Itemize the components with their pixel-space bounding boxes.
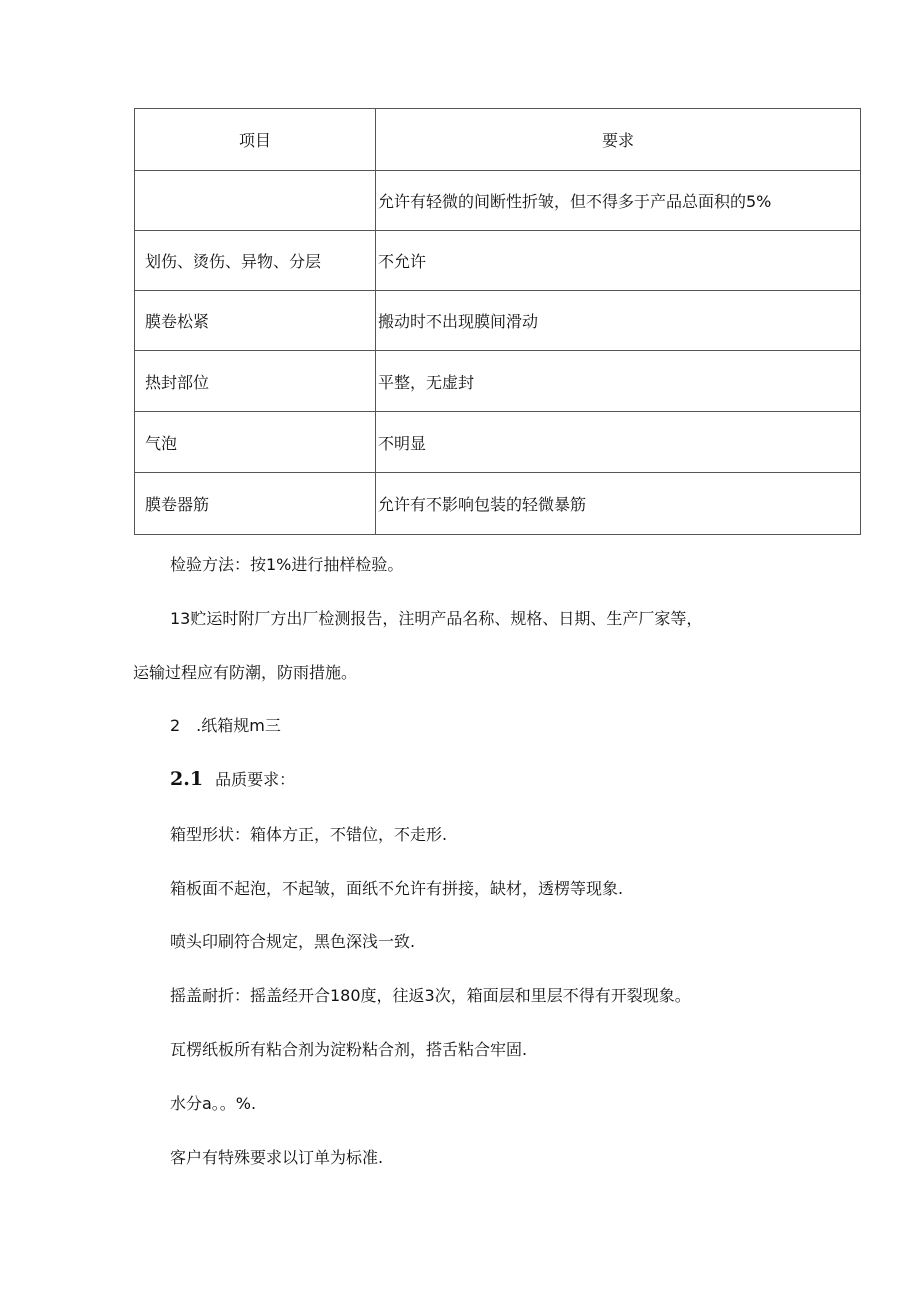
table-row (135, 412, 861, 473)
req-fold: 摇盖耐折：摇盖经开合180度，往返3次，箱面层和里层不得有开裂现象。 (170, 986, 691, 1005)
header-requirement: 要求 (376, 109, 861, 171)
section-2-1-number: 2.1 (170, 768, 204, 790)
req-print: 喷头印刷符合规定，黑色深浅一致. (170, 932, 416, 951)
req-shape: 箱型形状：箱体方正，不错位，不走形. (170, 825, 448, 844)
cell-item (135, 171, 376, 231)
section-13-line2: 运输过程应有防潮，防雨措施。 (133, 663, 358, 682)
section-13-line1: 13贮运时附厂方出厂检测报告，注明产品名称、规格、日期、生产厂家等， (170, 609, 703, 628)
cell-item: 气泡 (135, 412, 376, 473)
table-row (135, 291, 861, 351)
section-2-1-title: 品质要求： (215, 770, 296, 789)
cell-requirement: 不允许 (376, 231, 861, 291)
cell-item: 划伤、烫伤、异物、分层 (135, 231, 376, 291)
header-item: 项目 (135, 109, 376, 171)
section-2-title: 2 .纸箱规m三 (170, 716, 281, 735)
table-row (135, 351, 861, 412)
cell-item: 膜卷器筋 (135, 473, 376, 535)
cell-item: 热封部位 (135, 351, 376, 412)
cell-requirement: 平整，无虚封 (376, 351, 861, 412)
cell-requirement: 允许有轻微的间断性折皱，但不得多于产品总面积的5% (376, 171, 861, 231)
table-row (135, 231, 861, 291)
cell-item: 膜卷松紧 (135, 291, 376, 351)
cell-requirement: 允许有不影响包装的轻微暴筋 (376, 473, 861, 535)
table-row (135, 171, 861, 231)
cell-requirement: 搬动时不出现膜间滑动 (376, 291, 861, 351)
inspection-method: 检验方法：按1%进行抽样检验。 (170, 555, 404, 574)
cell-requirement: 不明显 (376, 412, 861, 473)
requirements-table (134, 108, 861, 535)
section-2-1-heading (170, 769, 295, 790)
req-glue: 瓦楞纸板所有粘合剂为淀粉粘合剂，搭舌粘合牢固. (170, 1040, 528, 1059)
table-header-row (135, 109, 861, 171)
req-surface: 箱板面不起泡，不起皱，面纸不允许有拼接，缺材，透楞等现象. (170, 879, 624, 898)
req-moisture: 水分a。。%. (170, 1094, 257, 1113)
table-row (135, 473, 861, 535)
req-customer: 客户有特殊要求以订单为标准. (170, 1148, 384, 1167)
